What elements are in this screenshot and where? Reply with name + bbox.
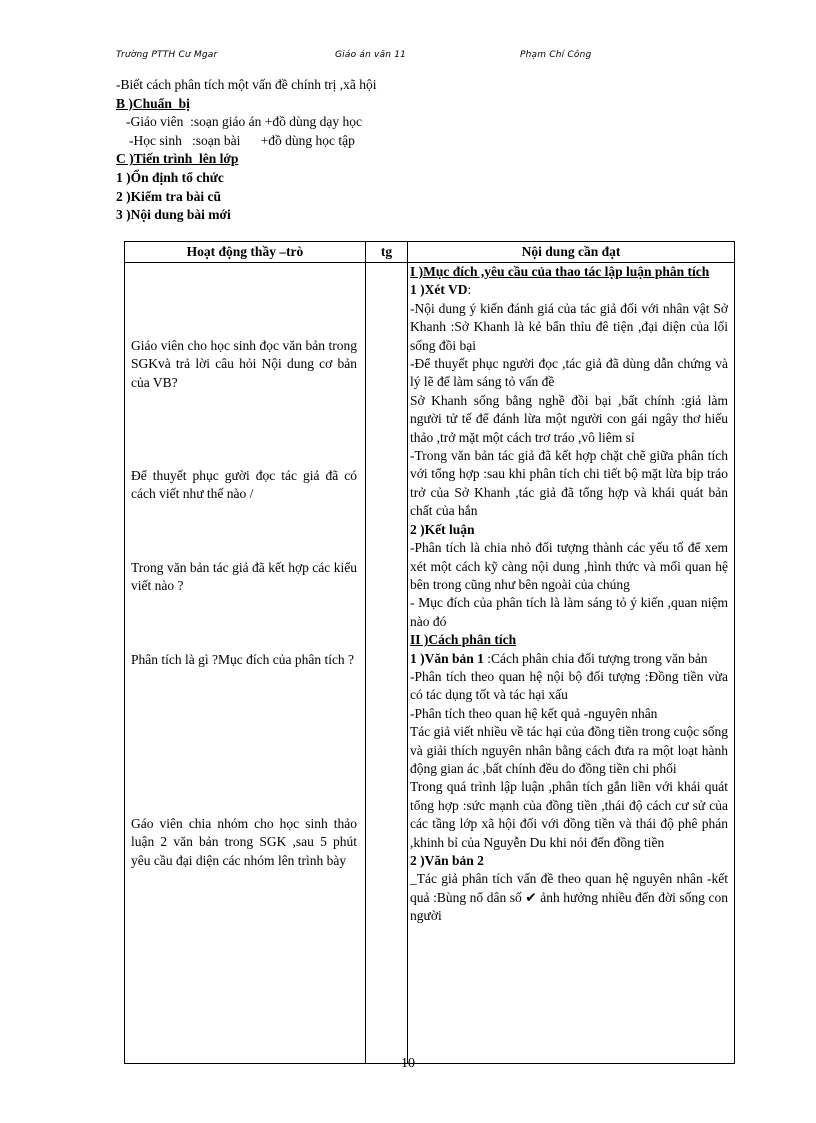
header-content: Nội dung cần đạt [408,242,735,263]
question-4: Phân tích là gì ?Mục đích của phân tích ? [131,652,355,667]
table-row [125,263,735,1064]
step-3: 3 )Nội dung bài mới [116,207,231,223]
lesson-table [124,241,735,1064]
section-1-title: I )Mục đích ,yêu cầu của thao tác lập luận phân tích [410,264,710,279]
sub-2-title: 2 )Kết luận [410,521,475,537]
vb1-title: 1 )Văn bản 1 [410,650,484,666]
prep-title: B )Chuẩn bị [116,95,190,111]
content-p2: -Để thuyết phục người đọc ,tác giả đã dùng dẫn chứng và lý lẽ để làm sáng tỏ vấn đề [410,356,728,390]
content-p3: Sở Khanh sống bằng nghề đồi bại ,bất chính :giả làm người tử tế để đánh lừa một người con gái ngây thơ hiếu thảo ,trở mặt một cách trơ tráo ,vô liêm sỉ [410,392,728,445]
activity-cell [125,263,366,1064]
prep-student: -Học sinh :soạn bài +đồ dùng học tập [129,132,355,148]
content-p4: -Trong văn bản tác giả đã kết hợp chặt chẽ giữa phân tích với tổng hợp :sau khi phân tích chi tiết bộ mặt lừa bịp tráo trở của Sở Khanh ,tác giả đã tổng hợp và khái quát bản chất của hắn [410,448,728,519]
process-title: C )Tiến trình lên lớp [116,151,239,167]
prep-teacher: -Giáo viên :soạn giáo án +đồ dùng dạy học [126,114,362,130]
header-teacher: Phạm Chí Công [520,50,592,60]
step-1: 1 )Ổn định tổ chức [116,169,224,185]
content-p10: Trong quá trình lập luận ,phân tích gắn liền với khái quát tổng hợp :sức mạnh của đồng tiền ,thái độ cách cư sử của các tầng lớp xã hội đối với đồng tiền và thái độ phê phán ,khinh bỉ của Nguyễn Du khi nói đến đồng tiền [410,779,728,850]
sub-1-line [410,281,728,299]
vb1-text: :Cách phân chia đối tượng trong văn bản [483,650,708,666]
sub-1-colon: : [467,282,472,298]
step-2: 2 )Kiểm tra bài cũ [116,188,221,204]
content-p5: -Phân tích là chia nhỏ đối tượng thành các yếu tố để xem xét một cách kỹ càng nội dung ,hình thức và mối quan hệ bên trong cũng như bên ngoài của chúng [410,540,728,592]
sub-1-title: 1 )Xét VD [410,282,468,298]
header-school: Trường PTTH Cư Mgar [116,50,218,60]
content-p1: -Nội dung ý kiến đánh giá của tác giả đối với nhân vật Sở Khanh :Sở Khanh là kẻ bẩn thỉu đê tiện ,đại diện của lối sống đồi bại [410,300,728,353]
vb2-title: 2 )Văn bản 2 [410,853,484,868]
question-1: Giáo viên cho học sinh đọc văn bản trong SGKvà trả lời câu hỏi Nội dung cơ bản của VB? [131,338,357,390]
header-activity: Hoạt động thầy –trò [125,242,366,263]
question-3: Trong văn bản tác giả đã kết hợp các kiểu viết nào ? [131,560,357,594]
time-cell [366,263,408,1064]
section-2-title: II )Cách phân tích [410,632,517,648]
header-subject: Giáo án văn 11 [335,50,407,60]
question-2: Để thuyết phục gười đọc tác giả đã có cách viết như thế nào / [131,468,357,502]
content-cell [408,263,735,1064]
goal-line: -Biết cách phân tích một vấn đề chính trị ,xã hội [116,77,377,92]
content-p6: - Mục đích của phân tích là làm sáng tỏ ý kiến ,quan niệm nào đó [410,595,728,629]
content-p9: Tác giả viết nhiều về tác hại của đồng tiền trong cuộc sống và giải thích nguyên nhân bằng cách đưa ra một loạt hành động gian ác ,bất chính đều do đồng tiền chi phối [410,724,728,776]
content-p7: -Phân tích theo quan hệ nội bộ đối tượng :Đồng tiền vừa có tác dụng tốt và tác hại xấu [410,668,728,703]
vb1-line [410,650,728,668]
page-number: 10 [401,1056,415,1071]
header-time: tg [366,242,408,263]
question-5: Gáo viên chia nhóm cho học sinh thảo luận 2 văn bản trong SGK ,sau 5 phút yêu cầu đại diện các nhóm lên trình bày [131,816,357,868]
table-header-row [125,242,735,263]
intro-section [116,76,716,225]
content-p8: -Phân tích theo quan hệ kết quả -nguyên nhân [410,705,658,721]
content-p11: _Tác giả phân tích vấn đề theo quan hệ nguyên nhân -kết quả :Bùng nổ dân số ✔ ảnh hưởng nhiều đến đời sống con người [410,871,728,924]
